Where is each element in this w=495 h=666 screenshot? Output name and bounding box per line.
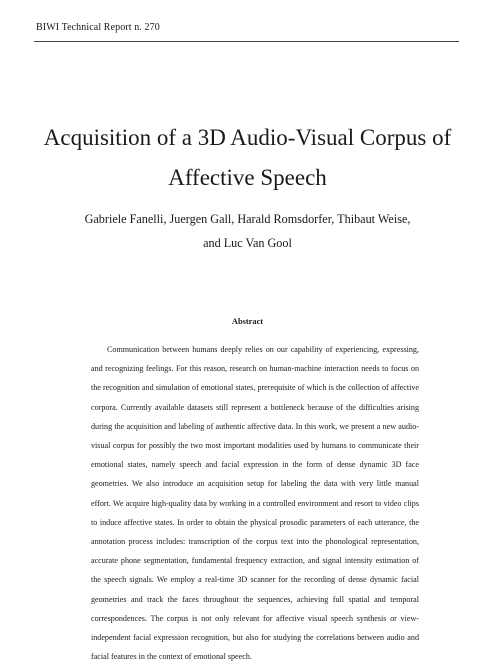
abstract-body: Communication between humans deeply relies on our capability of experiencing, expressing, and recognizing feelings. For this reason, research on human-machine interaction needs to focus on the recognition and simulation of emotional states, prerequisite of which is the collection of affective corpora. Currently available datasets still represent a bottleneck because of the difficulties arising during the acquisition and labeling of authentic affective data. In this work, we present a new audio-visual corpus for possibly the two most important modalities used by humans to communicate their emotional states, namely speech and facial expression in the form of dense dynamic 3D face geometries. We also introduce an acquisition setup for labeling the data with very little manual effort. We acquire high-quality data by working in a controlled environment and resort to video clips to induce affective states. In order to obtain the physical prosodic parameters of each utterance, the annotation process includes: transcription of the corpus text into the phonological representation, accurate phone segmentation, fundamental frequency extraction, and signal intensity estimation of the speech signals. We employ a real-time 3D scanner for the recording of dense dynamic facial geometries and track the faces throughout the sequences, achieving full spatial and temporal correspondences. The corpus is not only relevant for affective visual speech synthesis or view-independent facial expression recognition, but also for studying the correlations between audio and facial features in the context of emotional speech. xyxy=(91,345,419,662)
report-header: BIWI Technical Report n. 270 xyxy=(36,22,160,33)
header-divider xyxy=(34,41,459,42)
abstract-heading: Abstract xyxy=(231,317,264,326)
paper-title xyxy=(0,118,495,198)
paper-title-line-1: Acquisition of a 3D Audio-Visual Corpus of xyxy=(43,125,452,150)
author-list-line-1: Gabriele Fanelli, Juergen Gall, Harald Romsdorfer, Thibaut Weise, xyxy=(84,212,411,226)
author-list xyxy=(0,207,495,255)
paper-title-line-2: Affective Speech xyxy=(168,165,327,190)
author-list-line-2: and Luc Van Gool xyxy=(203,236,292,250)
